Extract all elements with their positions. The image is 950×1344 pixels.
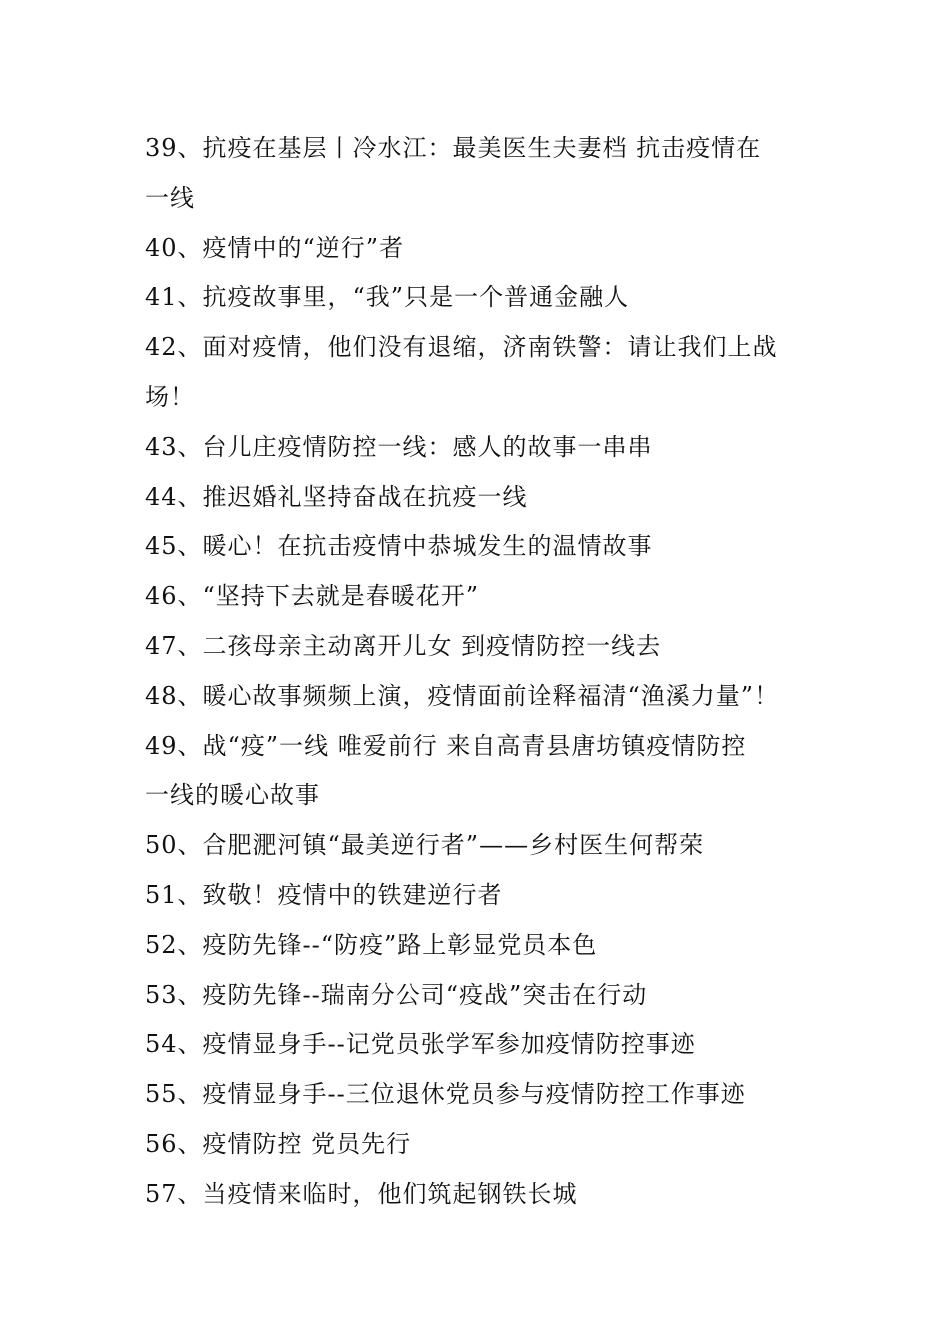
list-line: 51、致敬！疫情中的铁建逆行者 [145, 880, 503, 909]
list-line: 55、疫情显身手--三位退休党员参与疫情防控工作事迹 [145, 1080, 746, 1109]
list-line: 47、二孩母亲主动离开儿女 到疫情防控一线去 [145, 631, 662, 660]
list-line: 43、台儿庄疫情防控一线：感人的故事一串串 [145, 432, 653, 461]
list-line: 46、“坚持下去就是春暖花开” [145, 582, 480, 611]
list-line: 50、合肥淝河镇“最美逆行者”——乡村医生何帮荣 [145, 831, 705, 860]
list-line: 39、抗疫在基层丨冷水江：最美医生夫妻档 抗击疫情在 [145, 134, 762, 162]
list-line: 40、疫情中的“逆行”者 [145, 233, 405, 262]
list-line: 42、面对疫情，他们没有退缩，济南铁警：请让我们上战 [145, 333, 778, 362]
list-line: 41、抗疫故事里，“我”只是一个普通金融人 [145, 283, 630, 312]
list-line: 一线的暖心故事 [145, 781, 320, 810]
list-line: 56、疫情防控 党员先行 [145, 1129, 412, 1158]
list-line: 48、暖心故事频频上演，疫情面前诠释福清“渔溪力量”！ [145, 681, 780, 710]
list-line: 44、推迟婚礼坚持奋战在抗疫一线 [145, 482, 528, 511]
list-line: 54、疫情显身手--记党员张学军参加疫情防控事迹 [145, 1030, 696, 1059]
list-line: 49、战“疫”一线 唯爱前行 来自高青县唐坊镇疫情防控 [145, 731, 747, 760]
list-line: 场！ [145, 382, 195, 411]
list-line: 45、暖心！在抗击疫情中恭城发生的温情故事 [145, 532, 653, 561]
list-line: 53、疫防先锋--瑞南分公司“疫战”突击在行动 [145, 980, 648, 1009]
list-line: 57、当疫情来临时，他们筑起钢铁长城 [145, 1179, 578, 1208]
article-list [145, 124, 825, 1220]
list-line: 52、疫防先锋--“防疫”路上彰显党员本色 [145, 930, 598, 959]
list-line: 一线 [145, 183, 195, 212]
